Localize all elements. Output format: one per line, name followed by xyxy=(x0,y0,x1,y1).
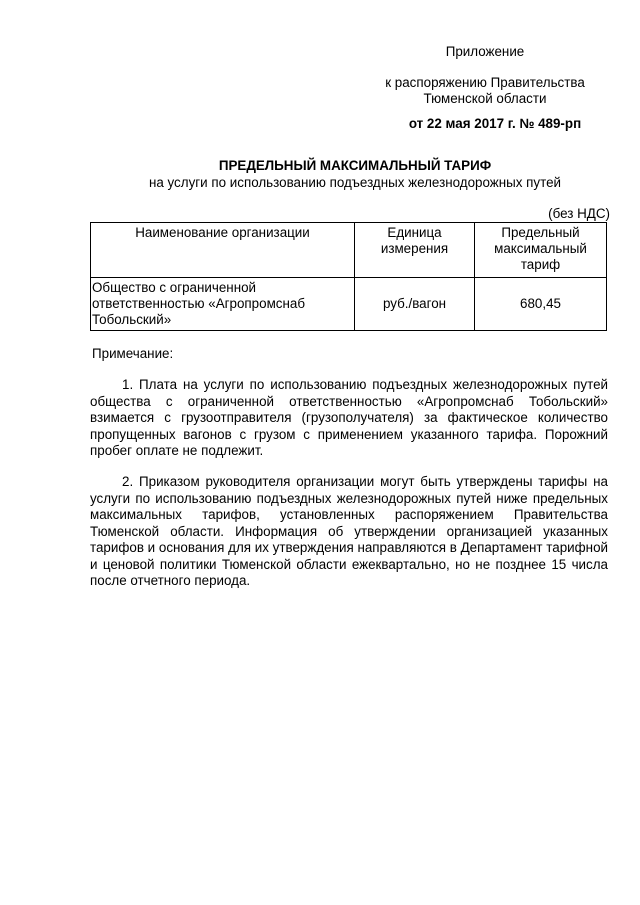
header-unit-line2: измерения xyxy=(380,241,449,256)
header-tariff xyxy=(475,223,607,278)
header-unit-line1: Единица xyxy=(387,225,442,240)
org-name-line2: ответственностью «Агропромснаб xyxy=(92,296,305,311)
vat-note: (без НДС) xyxy=(548,206,610,221)
tariff-table xyxy=(90,222,607,331)
header-spacer xyxy=(370,61,600,75)
header-tariff-line2: максимальный xyxy=(494,241,587,256)
unit-cell: руб./вагон xyxy=(355,278,475,331)
note-paragraph-1: 1. Плата на услуги по использованию подъездных железнодорожных путей общества с ограниченной ответственностью «Агропромснаб Тобольский» взимается с грузоотправителя (грузополучателя) за фактическое количество пропущенных вагонов с грузом с применением указанного тарифа. Порожний пробег оплате не подлежит. xyxy=(90,377,608,458)
org-name-cell xyxy=(91,278,355,331)
document-title: ПРЕДЕЛЬНЫЙ МАКСИМАЛЬНЫЙ ТАРИФ xyxy=(218,158,492,173)
header-org-label: Наименование организации xyxy=(135,225,310,240)
org-name-line1: Общество с ограниченной xyxy=(92,280,257,295)
header-org-name xyxy=(91,223,355,278)
order-reference-line: к распоряжению Правительства xyxy=(385,74,585,90)
appendix-label: Приложение xyxy=(445,44,525,59)
region-line: Тюменской области xyxy=(423,91,547,106)
order-date-number: от 22 мая 2017 г. № 489-рп xyxy=(408,115,582,131)
tariff-value-cell: 680,45 xyxy=(475,278,607,331)
document-title-block xyxy=(95,157,615,191)
table-row xyxy=(91,278,607,331)
note-label: Примечание: xyxy=(92,346,174,361)
header-unit xyxy=(355,223,475,278)
note-paragraph-2: 2. Приказом руководителя организации могут быть утверждены тарифы на услуги по использованию подъездных железнодорожных путей ниже предельных максимальных тарифов, установленных распоряжением Правительства Тюменской области. Информация об утверждении организацией указанных тарифов и основания для их утверждения направляются в Департамент тарифной и ценовой политики Тюменской области ежеквартально, но не позднее 15 числа после отчетного периода. xyxy=(90,474,608,588)
header-tariff-line3: тариф xyxy=(520,257,561,272)
org-name-line3: Тобольский» xyxy=(92,312,172,327)
appendix-header xyxy=(370,44,600,132)
header-tariff-line1: Предельный xyxy=(501,225,580,240)
table-header-row xyxy=(91,223,607,278)
document-subtitle: на услуги по использованию подъездных железнодорожных путей xyxy=(148,175,562,190)
